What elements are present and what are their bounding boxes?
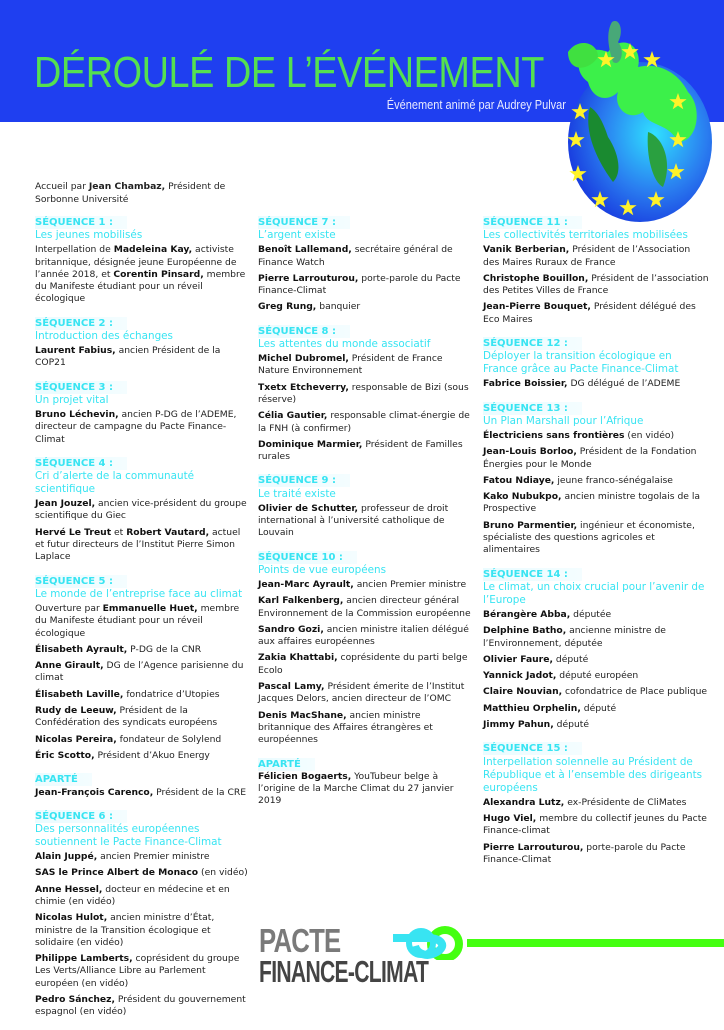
section-title: Des personnalités européennes soutiennent le Pacte Finance-Climat <box>35 823 222 849</box>
speaker-description: ex-Présidente de CliMates <box>564 796 687 808</box>
speaker-description: Président de la Fondation Énergies pour le Monde <box>483 446 697 470</box>
speaker-entry <box>258 503 476 540</box>
speaker-name: Alain Juppé, <box>35 851 98 863</box>
speaker-entry <box>35 912 250 949</box>
program-column-3 <box>483 216 709 877</box>
speaker-name: Laurent Fabius, <box>35 345 116 357</box>
speaker-name: Célia Gautier, <box>258 410 328 422</box>
section-label: SÉQUENCE 14 : <box>483 568 582 581</box>
speaker-name: Pierre Larrouturou, <box>258 272 359 284</box>
speaker-entry <box>35 244 250 305</box>
speaker-description: Ouverture par <box>35 602 103 614</box>
speaker-entry <box>483 273 709 298</box>
section-label: SÉQUENCE 12 : <box>483 337 582 350</box>
speaker-name: Jean-Louis Borloo, <box>483 446 577 458</box>
section-title: Un Plan Marshall pour l’Afrique <box>483 414 644 427</box>
speaker-entry <box>483 475 709 487</box>
speaker-entry <box>483 491 709 516</box>
speaker-description: membre du Manifeste étudiant pour un réveil écologique <box>35 602 240 639</box>
speaker-description: Président d’Akuo Energy <box>94 749 210 761</box>
speaker-name: Jean Jouzel, <box>35 498 96 510</box>
speaker-entry <box>258 652 476 677</box>
speaker-description: Président délégué des Eco Maires <box>483 301 696 325</box>
speaker-description: porte-parole du Pacte Finance-Climat <box>258 272 461 297</box>
speaker-description: DG de l’Agence parisienne du climat <box>35 660 244 684</box>
section-label: SÉQUENCE 9 : <box>258 474 350 487</box>
program-column-2 <box>258 216 476 819</box>
speaker-name: Claire Nouvian, <box>483 686 563 698</box>
speaker-entry <box>258 710 476 747</box>
program-section <box>35 773 250 799</box>
speaker-entry <box>258 771 476 808</box>
speaker-name: Pierre Larrouturou, <box>483 841 584 853</box>
section-title: Les collectivités territoriales mobilisées <box>483 229 688 242</box>
section-label: APARTÉ <box>258 758 315 771</box>
speaker-name: Anne Hessel, <box>35 883 103 895</box>
section-label: SÉQUENCE 7 : <box>258 216 350 229</box>
page-title: DÉROULÉ DE L’ÉVÉNEMENT <box>34 48 544 97</box>
speaker-entry <box>483 842 709 867</box>
section-label: SÉQUENCE 4 : <box>35 457 127 470</box>
speaker-name: Pedro Sánchez, <box>35 994 115 1006</box>
speaker-entry <box>483 446 709 471</box>
speaker-entry <box>483 378 709 390</box>
speaker-description: secrétaire général de Finance Watch <box>258 244 453 268</box>
speaker-description: YouTubeur belge à l’origine de la Marche Climat du 27 janvier 2019 <box>258 770 454 807</box>
speaker-entry <box>35 603 250 640</box>
speaker-name: Fabrice Boissier, <box>483 378 568 390</box>
section-label: SÉQUENCE 3 : <box>35 381 127 394</box>
speaker-name: Olivier de Schutter, <box>258 502 359 514</box>
speaker-name: Nicolas Pereira, <box>35 733 117 745</box>
speaker-entry <box>483 430 709 442</box>
section-title: Le traité existe <box>258 487 336 500</box>
program-column-1 <box>35 216 250 1030</box>
speaker-description: professeur de droit international à l’université catholique de Louvain <box>258 502 449 539</box>
speaker-description: coprésidente du parti belge Ecolo <box>258 652 468 676</box>
speaker-description: activiste britannique, désignée jeune Européenne de l’année 2018, et <box>35 244 237 280</box>
program-section <box>483 742 709 866</box>
speaker-description: cofondatrice de Place publique <box>562 686 708 698</box>
speaker-name: Bruno Léchevin, <box>35 408 119 420</box>
speaker-name: Électriciens sans frontières <box>483 429 625 441</box>
speaker-entry <box>258 301 476 313</box>
speaker-entry <box>35 705 250 730</box>
speaker-description: députée <box>570 608 612 620</box>
page-subtitle: Événement animé par Audrey Pulvar <box>386 98 566 112</box>
speaker-name: Benoît Lallemand, <box>258 244 352 256</box>
speaker-description: ancien ministre togolais de la Prospective <box>483 491 701 515</box>
program-section <box>483 337 709 391</box>
speaker-entry <box>35 345 250 370</box>
section-title: Déployer la transition écologique en France grâce au Pacte Finance-Climat <box>483 350 679 376</box>
speaker-name: Hugo Viel, <box>483 812 537 824</box>
speaker-name: Emmanuelle Huet, <box>102 602 198 614</box>
program-section <box>35 810 250 1019</box>
speaker-entry <box>258 579 476 591</box>
speaker-description: ancien ministre d’État, ministre de la Transition écologique et solidaire (en vidéo) <box>35 912 215 948</box>
speaker-name: Éric Scotto, <box>35 749 95 761</box>
speaker-name: Olivier Faure, <box>483 653 553 665</box>
pacte-finance-climat-logo <box>257 924 724 990</box>
section-label: SÉQUENCE 13 : <box>483 402 582 415</box>
speaker-name: Félicien Bogaerts, <box>258 770 352 782</box>
speaker-description: docteur en médecine et en chimie (en vidéo) <box>35 883 230 907</box>
program-section <box>483 216 709 326</box>
speaker-entry <box>35 750 250 762</box>
speaker-description: Président du gouvernement espagnol (en vidéo) <box>35 994 246 1018</box>
speaker-description: Accueil par <box>35 181 89 192</box>
speaker-entry <box>483 703 709 715</box>
speaker-description: actuel et futur directeurs de l’Institut Pierre Simon Laplace <box>35 526 241 563</box>
program-section <box>258 325 476 464</box>
speaker-entry <box>35 660 250 685</box>
speaker-description: responsable de Bizi (sous réserve) <box>258 381 469 405</box>
program-section <box>258 551 476 747</box>
speaker-entry <box>483 244 709 269</box>
section-title: L’argent existe <box>258 229 336 242</box>
section-label: SÉQUENCE 2 : <box>35 317 127 330</box>
speaker-entry <box>35 884 250 909</box>
section-label: SÉQUENCE 11 : <box>483 216 582 229</box>
speaker-description: Interpellation de <box>35 244 114 256</box>
logo-line-1: PACTE <box>259 922 341 959</box>
speaker-description: ancien directeur général Environnement de la Commission européenne <box>258 595 471 619</box>
speaker-name: Delphine Batho, <box>483 625 567 637</box>
speaker-entry <box>483 301 709 326</box>
section-title: Points de vue européens <box>258 563 386 576</box>
speaker-name: Anne Girault, <box>35 660 104 672</box>
speaker-description: Président de l’association des Petites Villes de France <box>483 272 709 297</box>
speaker-description: banquier <box>316 301 361 313</box>
speaker-description: député européen <box>556 670 639 682</box>
section-label: SÉQUENCE 10 : <box>258 551 357 564</box>
section-label: APARTÉ <box>35 773 92 786</box>
program-section <box>258 216 476 314</box>
speaker-description: ancien ministre italien délégué aux affaires européennes <box>258 623 469 648</box>
speaker-name: Nicolas Hulot, <box>35 912 108 924</box>
speaker-description: Président de la Confédération des syndicats européens <box>35 705 218 729</box>
speaker-description: fondateur de Solylend <box>116 733 222 745</box>
speaker-description: jeune franco-sénégalaise <box>554 474 673 486</box>
intro-text <box>35 181 250 206</box>
speaker-name: Kako Nubukpo, <box>483 491 562 503</box>
speaker-name: Txetx Etcheverry, <box>258 381 349 393</box>
speaker-description: ancienne ministre de l’Environnement, députée <box>483 625 666 649</box>
speaker-entry <box>35 527 250 564</box>
speaker-description: P-DG de la CNR <box>127 643 202 655</box>
section-title: Les attentes du monde associatif <box>258 338 431 351</box>
section-title: Cri d’alerte de la communauté scientifique <box>35 470 195 496</box>
speaker-description: député <box>553 719 590 731</box>
speaker-entry <box>258 624 476 649</box>
section-title: Introduction des échanges <box>35 330 173 343</box>
section-title: Le monde de l’entreprise face au climat <box>35 587 243 600</box>
speaker-description: député <box>552 653 589 665</box>
program-section <box>258 474 476 539</box>
program-section <box>35 457 250 564</box>
speaker-name: Rudy de Leeuw, <box>35 705 117 717</box>
speaker-entry <box>258 595 476 620</box>
speaker-name: Matthieu Orphelin, <box>483 702 581 714</box>
speaker-description: ancien P-DG de l’ADEME, directeur de campagne du Pacte Finance-Climat <box>35 408 237 445</box>
speaker-name: Hervé Le Treut <box>35 526 112 538</box>
speaker-description: député <box>580 702 617 714</box>
speaker-name: Jean-Marc Ayrault, <box>258 578 354 590</box>
speaker-name: Michel Dubromel, <box>258 353 349 365</box>
speaker-entry <box>483 654 709 666</box>
speaker-name: Alexandra Lutz, <box>483 796 565 808</box>
speaker-entry <box>35 734 250 746</box>
speaker-name: Philippe Lamberts, <box>35 953 133 965</box>
speaker-entry <box>258 410 476 435</box>
speaker-entry <box>35 867 250 879</box>
speaker-description: Président de la CRE <box>153 786 247 798</box>
program-section <box>483 568 709 732</box>
program-section <box>35 381 250 446</box>
speaker-description: ingénieur et économiste, spécialiste des questions agricoles et alimentaires <box>483 519 695 556</box>
speaker-entry <box>258 244 476 269</box>
speaker-name: Bruno Parmentier, <box>483 519 578 531</box>
speaker-description: Président émerite de l’Institut Jacques Delors, ancien directeur de l’OMC <box>258 681 465 705</box>
speaker-description: fondatrice d’Utopies <box>123 688 220 700</box>
speaker-entry <box>35 994 250 1019</box>
speaker-name: Sandro Gozi, <box>258 623 324 635</box>
speaker-name: Élisabeth Laville, <box>35 688 124 700</box>
speaker-name: Fatou Ndiaye, <box>483 474 555 486</box>
speaker-entry <box>483 813 709 838</box>
speaker-entry <box>483 625 709 650</box>
speaker-name: Élisabeth Ayrault, <box>35 643 128 655</box>
speaker-name: Madeleina Kay, <box>113 244 193 256</box>
speaker-name: Jimmy Pahun, <box>483 719 554 731</box>
speaker-name: Zakia Khattabi, <box>258 652 338 664</box>
speaker-entry <box>483 686 709 698</box>
speaker-entry <box>258 681 476 706</box>
speaker-entry <box>35 851 250 863</box>
speaker-description: membre du collectif jeunes du Pacte Finance-climat <box>483 812 707 837</box>
speaker-name: Jean-Pierre Bouquet, <box>483 301 591 313</box>
globe-illustration <box>528 12 724 222</box>
speaker-entry <box>35 689 250 701</box>
speaker-entry <box>35 787 250 799</box>
speaker-description: Président de Familles rurales <box>258 438 463 463</box>
speaker-name: Karl Falkenberg, <box>258 595 344 607</box>
speaker-description: Président de Sorbonne Université <box>35 181 226 205</box>
speaker-description: ancien ministre britannique des Affaires étrangères et européennes <box>258 709 433 746</box>
speaker-entry <box>258 273 476 298</box>
speaker-name: Denis MacShane, <box>258 709 347 721</box>
section-title: Un projet vital <box>35 393 109 406</box>
speaker-name: Christophe Bouillon, <box>483 272 589 284</box>
speaker-description: porte-parole du Pacte Finance-Climat <box>483 841 686 865</box>
speaker-description: ancien Président de la COP21 <box>35 345 221 369</box>
speaker-description: DG délégué de l’ADEME <box>567 378 681 390</box>
speaker-description: Président de France Nature Environnement <box>258 353 443 377</box>
speaker-entry <box>483 670 709 682</box>
section-label: SÉQUENCE 1 : <box>35 216 127 229</box>
speaker-name: Pascal Lamy, <box>258 681 325 693</box>
speaker-entry <box>483 797 709 809</box>
logo-line-2: FINANCE-CLIMAT <box>259 954 429 989</box>
section-label: SÉQUENCE 8 : <box>258 325 350 338</box>
speaker-name: Dominique Marmier, <box>258 438 363 450</box>
speaker-description: responsable climat-énergie de la FNH (à confirmer) <box>258 410 470 434</box>
speaker-entry <box>483 609 709 621</box>
speaker-description: coprésident du groupe Les Verts/Alliance Libre au Parlement européen (en vidéo) <box>35 953 240 989</box>
speaker-entry <box>258 382 476 407</box>
speaker-description: (en vidéo) <box>198 867 248 879</box>
green-line-divider <box>467 939 724 947</box>
speaker-name: Jean Chambaz, <box>88 181 166 192</box>
section-title: Le climat, un choix crucial pour l’avenir de l’Europe <box>483 580 705 606</box>
speaker-name: Yannick Jadot, <box>483 670 557 682</box>
speaker-entry <box>35 409 250 446</box>
speaker-name: Corentin Pinsard, <box>113 268 204 280</box>
speaker-entry <box>35 953 250 990</box>
speaker-name: SAS le Prince Albert de Monaco <box>35 867 199 879</box>
speaker-name: Bérangère Abba, <box>483 608 571 620</box>
speaker-entry <box>35 644 250 656</box>
speaker-description: membre du Manifeste étudiant pour un réveil écologique <box>35 268 246 305</box>
section-title: Les jeunes mobilisés <box>35 229 143 242</box>
speaker-description: et <box>111 526 127 538</box>
speaker-entry <box>258 353 476 378</box>
program-section <box>258 758 476 808</box>
speaker-description: (en vidéo) <box>624 429 675 441</box>
speaker-description: ancien Premier ministre <box>353 578 467 590</box>
speaker-name: Robert Vautard, <box>126 526 210 538</box>
section-title: Interpellation solennelle au Président de République et à l’ensemble des dirigeants européens <box>483 755 703 794</box>
section-label: SÉQUENCE 5 : <box>35 575 127 588</box>
speaker-description: ancien Premier ministre <box>97 851 210 863</box>
speaker-name: Vanik Berberian, <box>483 244 570 256</box>
program-section <box>35 216 250 306</box>
speaker-name: Jean-François Carenco, <box>35 786 154 798</box>
speaker-description: Président de l’Association des Maires Ruraux de France <box>483 244 691 268</box>
speaker-description: ancien vice-président du groupe scientifique du Giec <box>35 498 247 522</box>
speaker-entry <box>258 439 476 464</box>
speaker-entry <box>35 498 250 523</box>
section-label: SÉQUENCE 15 : <box>483 742 582 755</box>
speaker-entry <box>483 719 709 731</box>
speaker-entry <box>483 520 709 557</box>
program-section <box>35 317 250 370</box>
program-section <box>35 575 250 763</box>
program-section <box>483 402 709 557</box>
speaker-name: Greg Rung, <box>258 301 317 313</box>
section-label: SÉQUENCE 6 : <box>35 810 127 823</box>
